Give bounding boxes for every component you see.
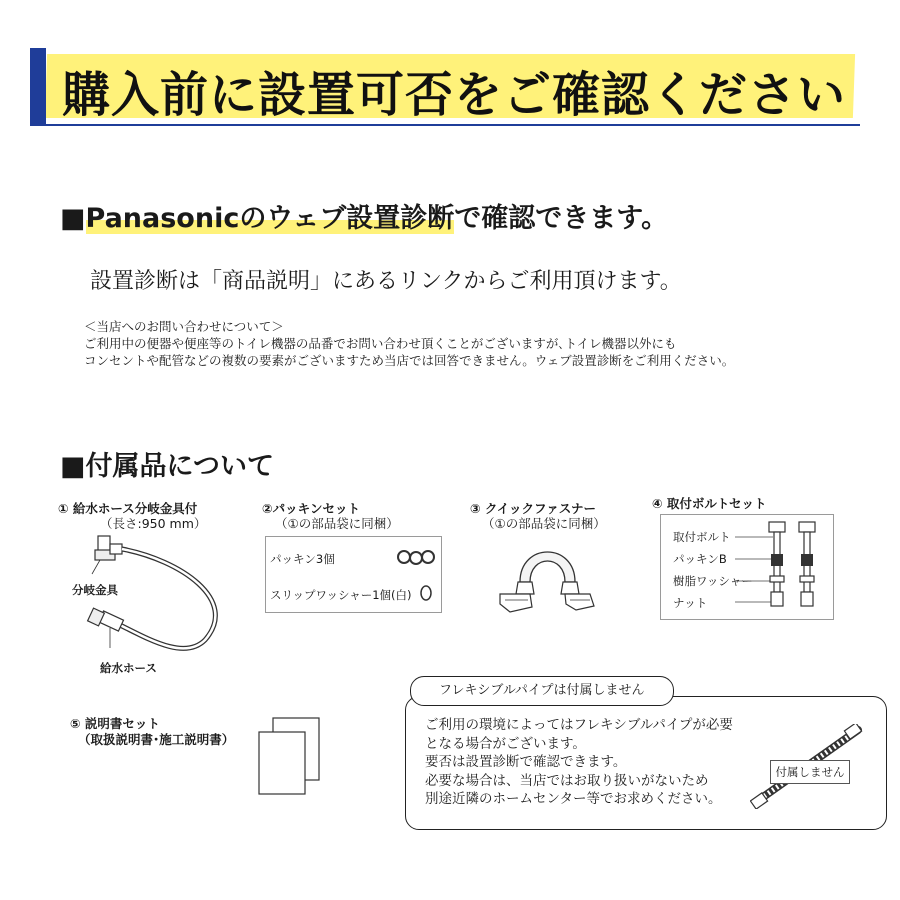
item3-title: ③ クイックファスナー <box>470 501 597 516</box>
notice-line: ＜当店へのお問い合わせについて＞ <box>84 319 284 334</box>
item1-title: ① 給水ホース分岐金具付 <box>58 501 198 516</box>
packing-row-2: スリップワッシャー1個(白) <box>270 588 412 602</box>
callout-text <box>425 716 733 809</box>
item2-title: ②パッキンセット <box>262 501 360 516</box>
bolt-label: ナット <box>673 596 708 610</box>
bolts-illustration <box>735 516 830 616</box>
notice-line: ご利用中の便器や便座等のトイレ機器の品番でお問い合わせ頂くことがございますが､トイレ機器以外にも <box>84 336 677 351</box>
callout-line: 必要な場合は、当店ではお取り扱いがないため <box>425 772 709 789</box>
slip-washer-icon <box>418 584 434 602</box>
item2-subtitle: （①の部品袋に同梱） <box>275 516 399 531</box>
label-fitting: 分岐金具 <box>72 583 118 597</box>
callout-tag: フレキシブルパイプは付属しません <box>410 676 674 706</box>
item5-title: ⑤ 説明書セット <box>70 716 160 731</box>
title-accent-bar <box>30 48 46 126</box>
page-title: 購入前に設置可否をご確認ください <box>62 67 847 123</box>
not-included-label: 付属しません <box>770 760 850 784</box>
packing-rings-icon <box>396 548 436 566</box>
item3-subtitle: （①の部品袋に同梱） <box>482 516 606 531</box>
item5-subtitle: （取扱説明書･施工説明書） <box>78 732 235 747</box>
diagnosis-highlight-text: Panasonicのウェブ設置診断 <box>85 203 455 234</box>
callout-line: ご利用の環境によってはフレキシブルパイプが必要 <box>425 717 733 733</box>
item1-subtitle: （長さ:950 mm） <box>100 516 207 531</box>
inquiry-notice <box>84 318 734 369</box>
quick-fastener-illustration <box>490 532 605 617</box>
diagnosis-subtext: 設置診断は「商品説明」にあるリンクからご利用頂けます。 <box>90 269 682 294</box>
notice-line: コンセントや配管などの複数の要素がございますため当店では回答できません。ウェブ設置診断をご利用ください。 <box>84 353 735 368</box>
bullet-square: ■ <box>60 203 86 234</box>
item4-title: ④ 取付ボルトセット <box>652 496 767 511</box>
callout-line: となる場合がございます。 <box>425 735 586 752</box>
accessories-heading: ■付属品について <box>60 451 274 482</box>
diagnosis-heading-rest: で確認できます。 <box>454 203 669 234</box>
section-diagnosis-heading <box>60 196 668 235</box>
bolt-label: 取付ボルト <box>673 530 731 544</box>
callout-line: 別途近隣のホームセンター等でお求めください。 <box>425 791 722 807</box>
manuals-illustration <box>255 716 325 798</box>
packing-row-1: パッキン3個 <box>270 552 335 566</box>
label-hose: 給水ホース <box>100 661 157 675</box>
title-underline <box>30 124 860 126</box>
bolt-label: 樹脂ワッシャー <box>673 574 753 588</box>
water-hose-illustration <box>70 530 240 670</box>
callout-line: 要否は設置診断で確認できます。 <box>425 754 627 770</box>
bolt-label: パッキンB <box>673 552 727 566</box>
